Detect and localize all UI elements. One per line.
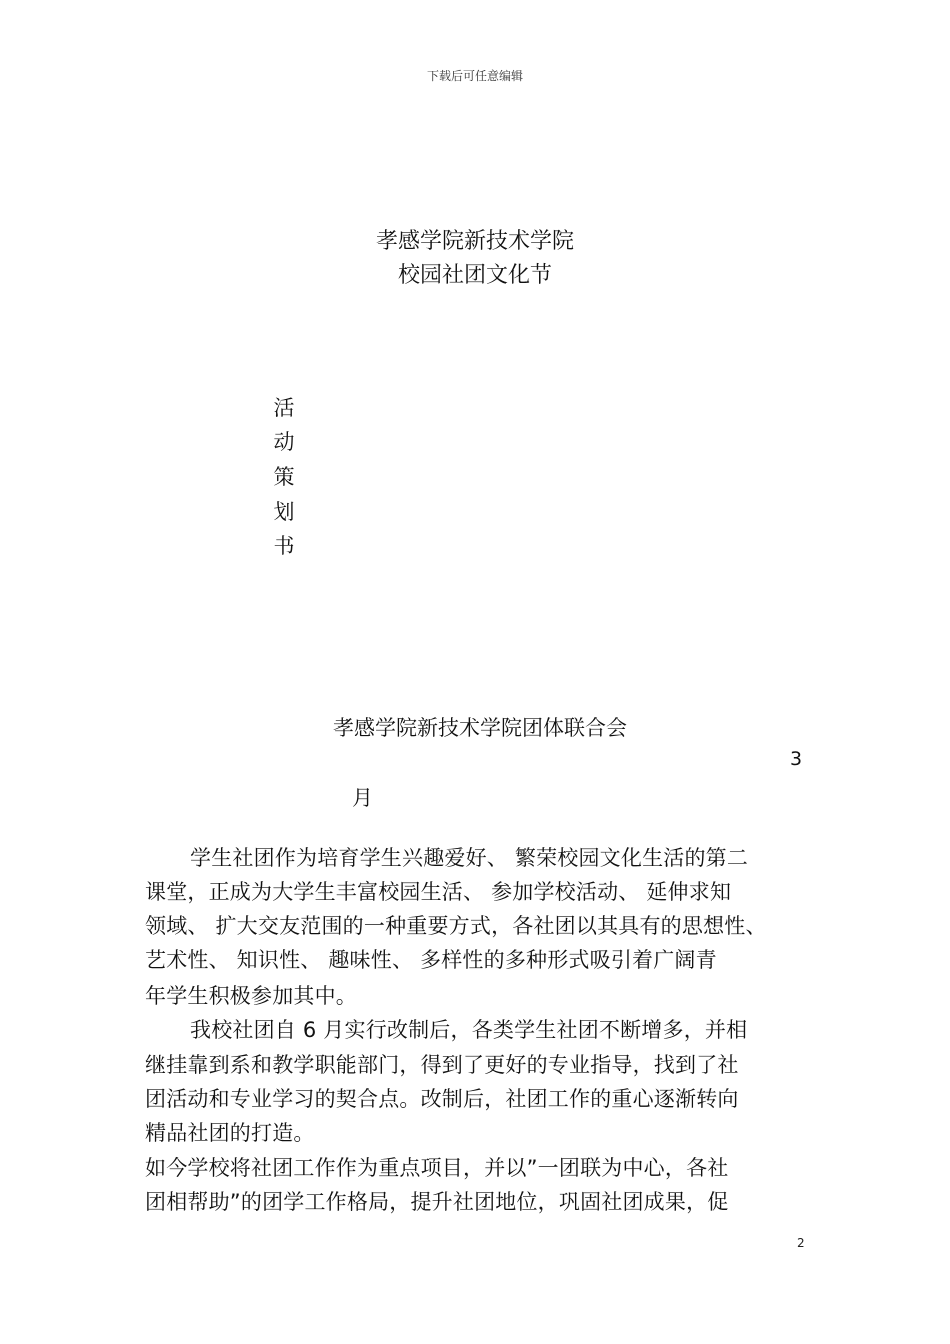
body-line: 团活动和专业学习的契合点。改制后，社团工作的重心逐渐转向	[145, 1087, 739, 1111]
month-number: 3	[790, 748, 803, 770]
body-line: 团相帮助”的团学工作格局，提升社团地位，巩固社团成果，促	[145, 1190, 729, 1214]
body-line: 课堂，正成为大学生丰富校园生活、 参加学校活动、 延伸求知	[145, 880, 732, 904]
body-line: 年学生积极参加其中。	[145, 984, 357, 1008]
document-title-line2: 校园社团文化节	[397, 263, 552, 288]
page-header-note: 下载后可任意编辑	[426, 69, 523, 83]
body-line: 我校社团自 6 月实行改制后，各类学生社团不断增多，并相	[190, 1018, 748, 1042]
body-line: 领域、 扩大交友范围的一种重要方式，各社团以其具有的思想性、	[145, 914, 767, 938]
body-line: 如今学校将社团工作作为重点项目，并以”一团联为中心，各社	[145, 1156, 729, 1180]
month-label: 月	[352, 786, 373, 810]
vertical-title-char: 动	[273, 430, 295, 454]
page-number: 2	[797, 1236, 805, 1250]
vertical-title-char: 活	[273, 396, 295, 420]
body-line: 继挂靠到系和教学职能部门，得到了更好的专业指导，找到了社	[145, 1053, 739, 1077]
vertical-title-char: 书	[273, 534, 295, 558]
body-line: 艺术性、 知识性、 趣味性、 多样性的多种形式吸引着广阔青	[145, 948, 717, 972]
body-line: 精品社团的打造。	[145, 1121, 315, 1145]
body-line: 学生社团作为培育学生兴趣爱好、 繁荣校园文化生活的第二	[190, 846, 749, 870]
vertical-title-char: 策	[273, 465, 295, 489]
document-title-line1: 孝感学院新技术学院	[375, 229, 574, 254]
organizer-name: 孝感学院新技术学院团体联合会	[333, 716, 627, 740]
vertical-title-char: 划	[273, 500, 295, 524]
